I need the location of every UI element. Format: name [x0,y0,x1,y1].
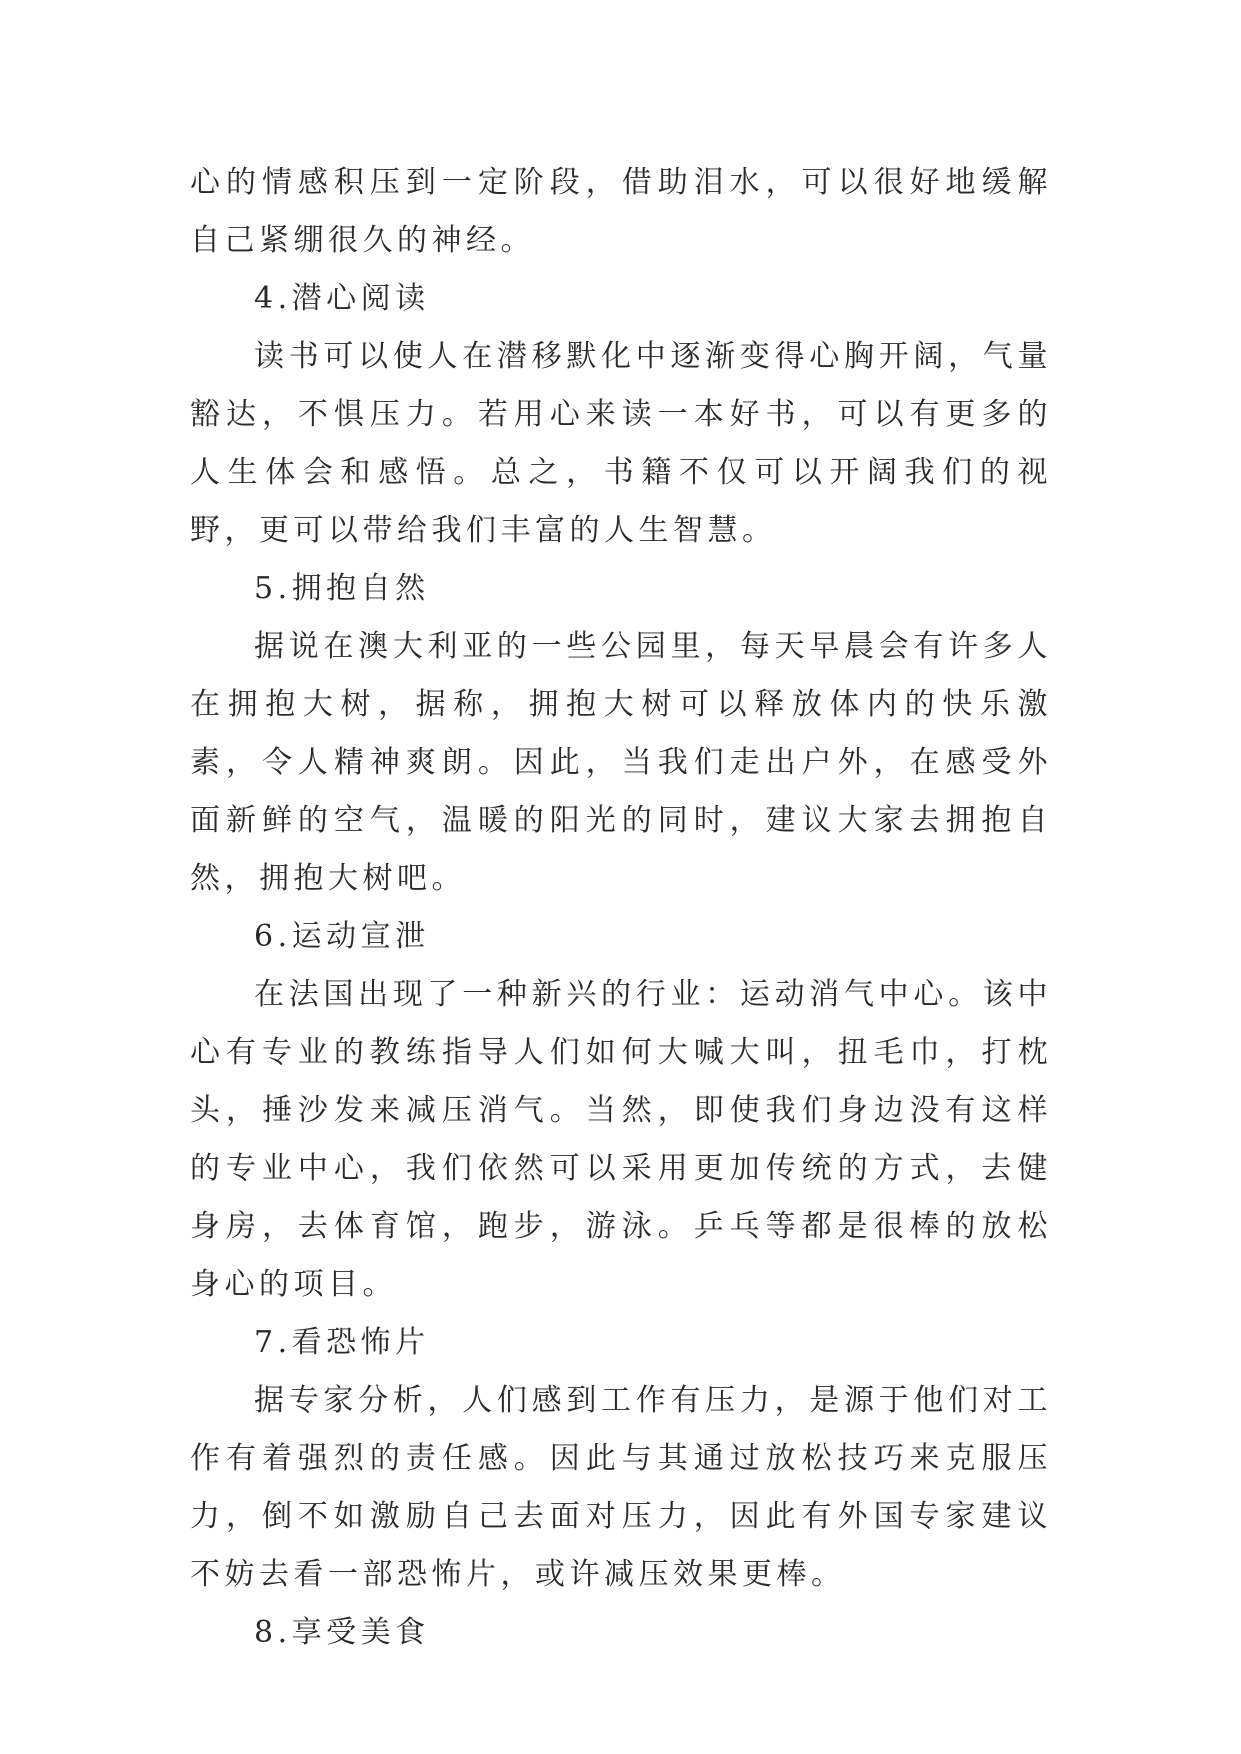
section-heading-horror: 7.看恐怖片 [254,1325,430,1360]
paragraph-horror: 据专家分析，人们感到工作有压力，是源于他们对工作有着强烈的责任感。因此与其通过放松技巧来克服压力，倒不如激励自己去面对压力，因此有外国专家建议不妨去看一部恐怖片，或许减压效果更棒。 [190,1383,1052,1592]
paragraph-nature: 据说在澳大利亚的一些公园里，每天早晨会有许多人在拥抱大树，据称，拥抱大树可以释放体内的快乐激素，令人精神爽朗。因此，当我们走出户外，在感受外面新鲜的空气，温暖的阳光的同时，建议大家去拥抱自然，拥抱大树吧。 [190,629,1052,896]
document-body [190,154,1052,1662]
paragraph-exercise: 在法国出现了一种新兴的行业：运动消气中心。该中心有专业的教练指导人们如何大喊大叫，扭毛巾，打枕头，捶沙发来减压消气。当然，即使我们身边没有这样的专业中心，我们依然可以采用更加传统的方式，去健身房，去体育馆，跑步，游泳。乒乓等都是很棒的放松身心的项目。 [190,977,1052,1302]
section-heading-exercise: 6.运动宣泄 [254,919,430,954]
section-heading-reading: 4.潜心阅读 [254,281,430,316]
section-heading-nature: 5.拥抱自然 [254,571,430,606]
section-heading-food: 8.享受美食 [254,1615,430,1650]
paragraph-reading: 读书可以使人在潜移默化中逐渐变得心胸开阔，气量豁达，不惧压力。若用心来读一本好书，可以有更多的人生体会和感悟。总之，书籍不仅可以开阔我们的视野，更可以带给我们丰富的人生智慧。 [190,339,1052,548]
paragraph-continuation: 心的情感积压到一定阶段，借助泪水，可以很好地缓解自己紧绷很久的神经。 [190,165,1052,258]
